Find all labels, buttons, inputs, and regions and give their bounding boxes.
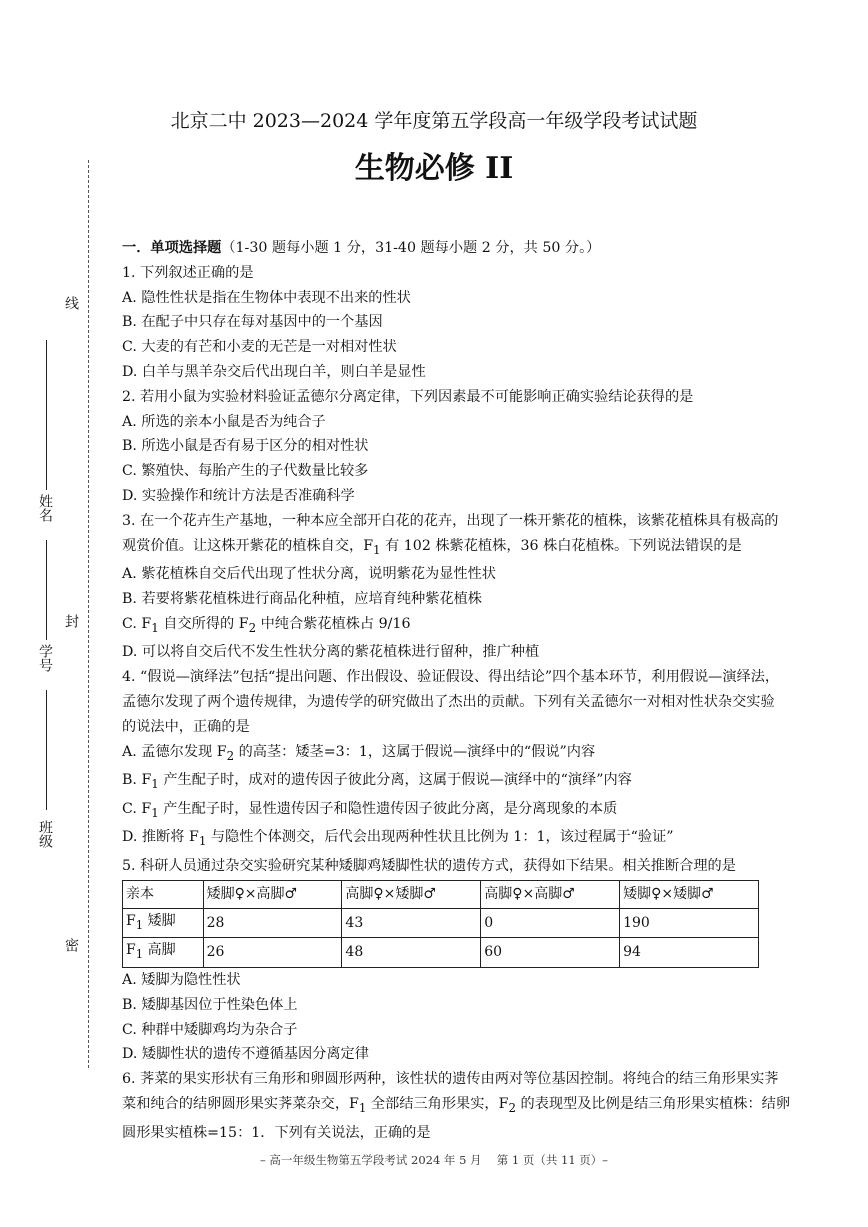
q4-option-b [122,768,762,797]
name-blank-line [46,340,47,490]
subscript: 1 [373,542,381,557]
table-cell: 60 [481,938,620,968]
class-blank-line [46,690,47,810]
q1-option-d: D. 白羊与黑羊杂交后代出现白羊，则白羊是显性 [122,363,426,380]
q3-stem-line2 [122,534,762,563]
q3-option-c [122,612,762,641]
section-note: （1-30 题每小题 1 分，31-40 题每小题 2 分，共 50 分。） [221,240,601,256]
stem-text: 的表现型及比例是结三角形果实植株：结卵 [515,1096,791,1113]
q1-option-b: B. 在配子中只存在每对基因中的一个基因 [122,314,383,331]
q3-option-d: D. 可以将自交后代不发生性状分离的紫花植株进行留种，推广种植 [122,644,540,661]
q6-stem-line3: 圆形果实植株=15：1．下列有关说法，正确的是 [122,1124,431,1141]
subscript: 2 [248,620,257,635]
section-title: 一．单项选择题 [122,240,222,256]
q2-option-b: B. 所选小鼠是否有易于区分的相对性状 [122,438,369,455]
subscript: 1 [198,834,207,849]
table-header-cell: 矮脚♀×高脚♂ [203,880,342,908]
q3-option-a: A. 紫花植株自交后代出现了性状分离，说明紫花为显性性状 [122,566,496,583]
name-field-label: 姓名 [37,494,53,522]
q3-stem-text: 观赏价值。让这株开紫花的植株自交，F [122,537,374,554]
table-cell: 43 [342,908,481,938]
stem-text: 菜和纯合的结卵圆形果实荠菜杂交，F [122,1096,359,1113]
option-text: 产生配子时，显性遗传因子和隐性遗传因子彼此分离，是分离现象的本质 [158,800,618,817]
subscript: 1 [151,777,159,792]
q3-stem-line1: 3. 在一个花卉生产基地，一种本应全部开白花的花卉，出现了一株开紫花的植株，该紫花植株具有极高的 [122,512,779,529]
q5-option-d: D. 矮脚性状的遗传不遵循基因分离定律 [122,1046,369,1063]
table-row-label [123,938,204,968]
question-content [122,236,791,1145]
q5-stem: 5. 科研人员通过杂交实验研究某种矮脚鸡矮脚性状的遗传方式，获得如下结果。相关推断合理的是 [122,858,736,875]
option-text: C. F [122,615,152,632]
q1-option-a: A. 隐性性状是指在生物体中表现不出来的性状 [122,289,411,306]
cell-text: 高脚 [143,942,176,959]
option-text: 自交所得的 F [158,615,249,632]
margin-mark-feng: 封 [63,614,79,628]
q2-option-a: A. 所选的亲本小鼠是否为纯合子 [122,413,326,430]
q5-option-c: C. 种群中矮脚鸡均为杂合子 [122,1021,298,1038]
subscript: 1 [135,947,144,962]
table-cell: 28 [203,908,342,938]
q5-option-a: A. 矮脚为隐性性状 [122,972,241,989]
table-cell: 190 [620,908,759,938]
option-text: 的高茎：矮茎=3：1，这属于假说—演绎中的“假说”内容 [234,743,596,760]
q1-option-c: C. 大麦的有芒和小麦的无芒是一对相对性状 [122,339,397,356]
q2-option-d: D. 实验操作和统计方法是否准确科学 [122,487,355,504]
q2-option-c: C. 繁殖快、每胎产生的子代数量比较多 [122,463,369,480]
q3-stem-text: 有 102 株紫花植株，36 株白花植株。下列说法错误的是 [380,537,742,554]
q4-stem-line1: 4. “假说—演绎法”包括“提出问题、作出假设、验证假设、得出结论”四个基本环节，利用假说—演绎法， [122,669,780,686]
stem-text: 全部结三角形果实，F [366,1096,509,1113]
option-text: 产生配子时，成对的遗传因子彼此分离，这属于假说—演绎中的“演绎”内容 [158,772,632,789]
subscript: 1 [151,805,159,820]
page-footer: – 高一年级生物第五学段考试 2024 年 5 月 第 1 页（共 11 页）– [259,1153,609,1167]
q4-stem-line3: 的说法中，正确的是 [122,718,250,735]
q4-option-a [122,740,762,769]
subscript: 1 [151,620,159,635]
q1-stem: 1. 下列叙述正确的是 [122,264,254,281]
table-header-cell: 矮脚♀×矮脚♂ [620,880,759,908]
student-id-field-label: 学号 [37,644,53,672]
option-text: D. 推断将 F [122,829,199,846]
table-row-label [123,908,204,938]
q5-option-b: B. 矮脚基因位于性染色体上 [122,996,298,1013]
q4-stem-line2: 孟德尔发现了两个遗传规律，为遗传学的研究做出了杰出的贡献。下列有关孟德尔一对相对性状杂交实验 [122,694,775,710]
student-id-blank-line [46,540,47,640]
table-header-cell: 亲本 [123,880,204,908]
option-text: 中纯合紫花植株占 9/16 [256,615,411,632]
option-text: B. F [122,772,152,789]
exam-subtitle: 生物必修 II [354,151,514,186]
table-cell: 48 [342,938,481,968]
option-text: C. F [122,800,152,817]
subscript: 1 [358,1100,367,1115]
q2-stem: 2. 若用小鼠为实验材料验证孟德尔分离定律，下列因素最不可能影响正确实验结论获得的是 [122,388,694,405]
subscript: 1 [135,917,144,932]
cell-text: F [126,912,136,929]
cell-text: F [126,942,136,959]
subscript: 2 [508,1100,516,1115]
exam-title: 北京二中 2023—2024 学年度第五学段高一年级学段考试试题 [170,110,698,132]
q4-option-c [122,797,762,826]
binding-dashed-line [88,160,89,1068]
subscript: 2 [226,748,235,763]
q6-stem-line2 [122,1092,791,1121]
cell-text: 矮脚 [143,912,176,929]
q5-results-table [122,880,759,968]
table-header-cell: 高脚♀×高脚♂ [481,880,620,908]
table-header-row [123,880,759,908]
table-header-cell: 高脚♀×矮脚♂ [342,880,481,908]
margin-mark-xian: 线 [63,296,79,310]
table-row [123,938,759,968]
table-cell: 94 [620,938,759,968]
section-heading [122,236,762,261]
table-cell: 26 [203,938,342,968]
q4-option-d [122,825,762,854]
option-text: 与隐性个体测交，后代会出现两种性状且比例为 1：1，该过程属于“验证” [206,829,674,846]
q6-stem-line1: 6. 荠菜的果实形状有三角形和卵圆形两种，该性状的遗传由两对等位基因控制。将纯合的结三角形果实荠 [122,1071,779,1088]
margin-mark-mi: 密 [63,938,79,952]
q3-option-b: B. 若要将紫花植株进行商品化种植，应培育纯种紫花植株 [122,590,482,607]
option-text: A. 孟德尔发现 F [122,743,227,760]
table-cell: 0 [481,908,620,938]
class-field-label: 班级 [37,820,53,848]
table-row [123,908,759,938]
